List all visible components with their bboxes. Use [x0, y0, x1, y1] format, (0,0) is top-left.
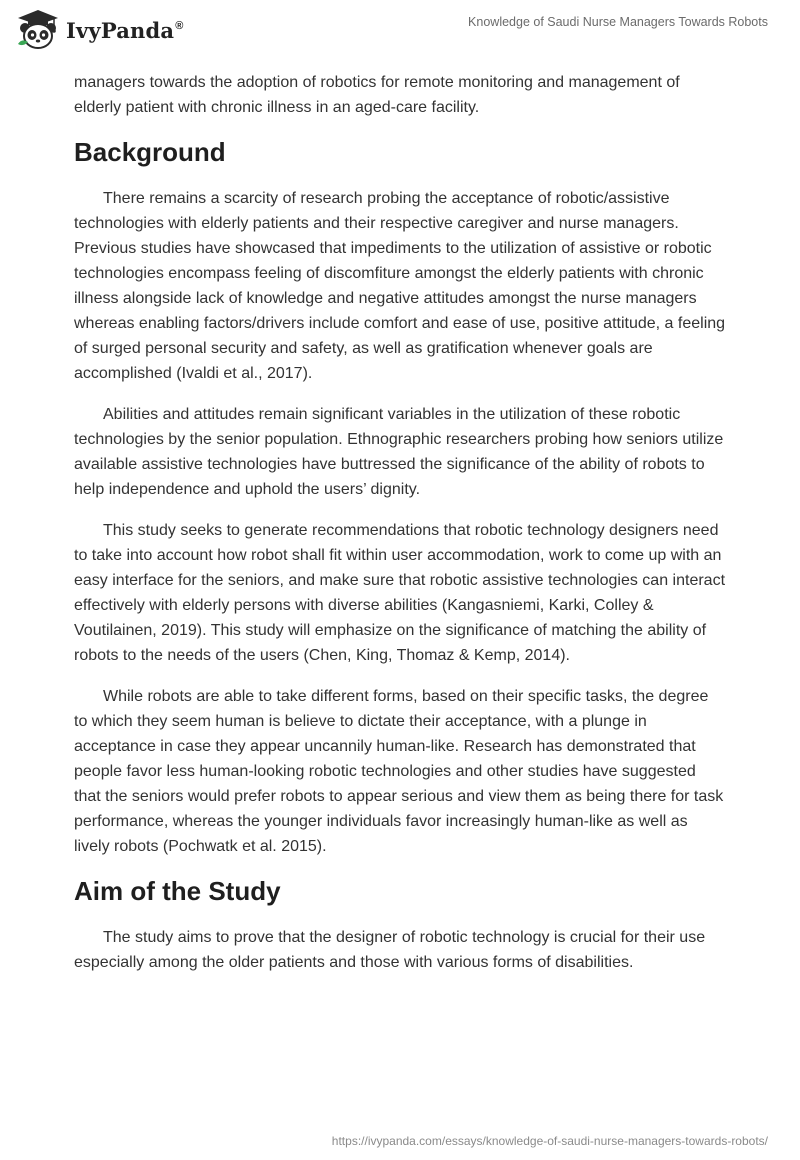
- background-paragraph-1: There remains a scarcity of research probing the acceptance of robotic/assistive technologies with elderly patients and their respective caregiver and nurse managers. Previous studies have showcased that impediments to the utilization of assistive or robotic technologies encompass feeling of discomfiture amongst the elderly patients with chronic illness alongside lack of knowledge and negative attitudes amongst the nurse managers whereas enabling factors/drivers include comfort and ease of use, positive attitude, a feeling of surged personal security and safety, as well as gratification whenever goals are accomplished (Ivaldi et al., 2017).: [74, 190, 726, 382]
- background-paragraph-4: While robots are able to take different forms, based on their specific tasks, the degree to which they seem human is believe to dictate their acceptance, with a plunge in acceptance in case they appear uncannily human-like. Research has demonstrated that people favor less human-looking robotic technologies and other studies have suggested that the seniors would prefer robots to appear serious and view them as being there for task performance, whereas the younger individuals favor increasingly human-like as well as lively robots (Pochwatk et al. 2015).: [74, 688, 724, 855]
- registered-mark: ®: [175, 19, 184, 32]
- page-header: [0, 0, 800, 64]
- logo-wordmark: [66, 18, 184, 43]
- intro-paragraph: managers towards the adoption of robotics for remote monitoring and management of elderly patient with chronic illness in an aged-care facility.: [74, 74, 680, 116]
- aim-heading: Aim of the Study: [74, 876, 281, 906]
- article-body: [74, 70, 726, 991]
- panda-graduate-icon: [14, 8, 62, 52]
- background-heading: Background: [74, 137, 226, 167]
- source-url-link[interactable]: https://ivypanda.com/essays/knowledge-of-saudi-nurse-managers-towards-robots/: [331, 1134, 768, 1148]
- logo-text: IvyPanda: [66, 17, 175, 43]
- ivypanda-logo[interactable]: [14, 8, 184, 52]
- aim-paragraph-1: The study aims to prove that the designer of robotic technology is crucial for their use especially among the older patients and those with various forms of disabilities.: [74, 929, 706, 971]
- background-paragraph-2: Abilities and attitudes remain significant variables in the utilization of these robotic technologies by the senior population. Ethnographic researchers probing how seniors utilize available assistive technologies have buttressed the significance of the ability of robots to help independence and uphold the users’ dignity.: [74, 406, 724, 498]
- background-paragraph-3: This study seeks to generate recommendations that robotic technology designers need to take into account how robot shall fit within user accommodation, work to come up with an easy interface for the seniors, and make sure that robotic assistive technologies can interact effectively with elderly persons with diverse abilities (Kangasniemi, Karki, Colley & Voutilainen, 2019). This study will emphasize on the significance of matching the ability of robots to the needs of the users (Chen, King, Thomaz & Kemp, 2014).: [74, 522, 726, 664]
- document-title: Knowledge of Saudi Nurse Managers Towards Robots: [468, 15, 768, 29]
